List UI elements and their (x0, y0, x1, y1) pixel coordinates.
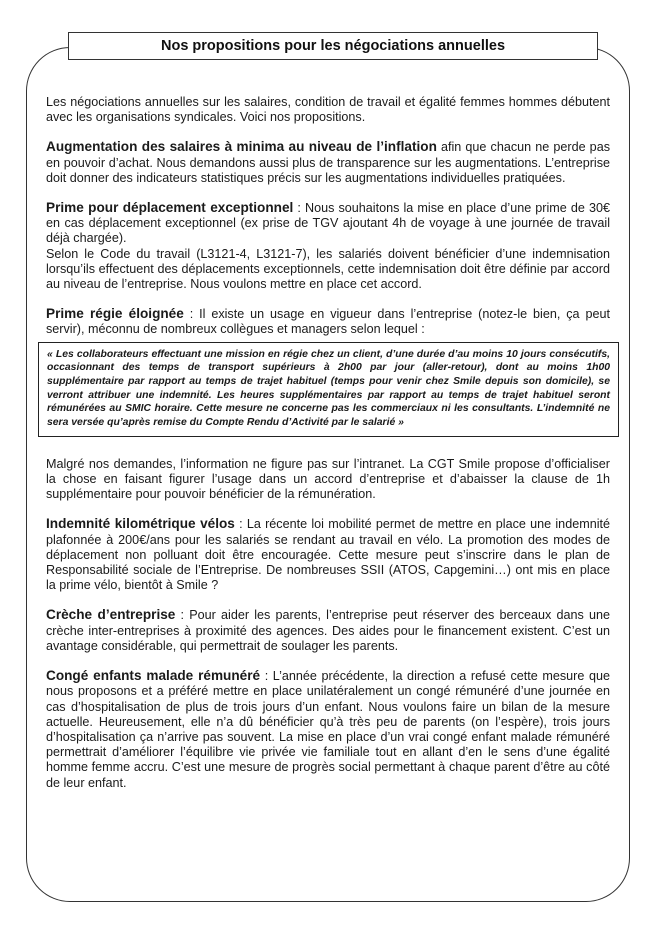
section-velo (46, 516, 610, 593)
section-text: : L’année précédente, la direction a refusé cette mesure que nous proposons et a préféré mettre en place unilatéralement un congé rémunéré d’une journée en cas d’hospitalisation de plus de trois jours d’un enfant. Nous voulons faire un bilan de la mesure actuelle. Heureusement, elle n’a dû bénéficier qu’à très peu de parents (on l’espère), trois jours d’hospitalisation ça n’arrive pas souvent. La mise en place d’un vrai congé enfant malade rémunéré permettrait d’améliorer l’équilibre vie privée vie familiale tout en allant d’en le sens d’une égalité homme femme accru. C’est une mesure de progrès social permettant à chaque parent d’être au côté de leur enfant. (46, 669, 611, 790)
document-body (46, 95, 610, 805)
section-heading: Indemnité kilométrique vélos (46, 516, 235, 532)
section-deplacement (46, 200, 610, 292)
section-creche (46, 607, 610, 654)
page-title: Nos propositions pour les négociations annuelles (68, 32, 598, 60)
intro-paragraph: Les négociations annuelles sur les salaires, condition de travail et égalité femmes hommes débutent avec les organisations syndicales. Voici nos propositions. (46, 95, 610, 125)
section-text: : La récente loi mobilité permet de mettre en place une indemnité plafonnée à 200€/ans pour les salariés se rendant au travail en vélo. La promotion des modes de déplacement non polluant doit être encouragée. Cette mesure peut s’inscrire dans le plan de Responsabilité sociale de l’Entreprise. De nombreuses SSII (ATOS, Capgemini…) ont mis en place la prime vélo, bientôt à Smile ? (46, 517, 610, 593)
section-heading: Prime pour déplacement exceptionnel (46, 200, 294, 216)
section-text: afin que chacun ne perde pas en pouvoir d’achat. Nous demandons aussi plus de transparence sur les augmentations. L’entreprise doit donner des indicateurs statistiques précis sur les augmentations individuelles pratiquées. (46, 140, 610, 185)
section-heading: Prime régie éloignée (46, 306, 184, 322)
section-text: : Il existe un usage en vigueur dans l’entreprise (notez-le bien, ça peut servir), méconnu de nombreux collègues et managers selon lequel : (46, 307, 610, 337)
section-regie-followup: Malgré nos demandes, l’information ne figure pas sur l’intranet. La CGT Smile propose d’officialiser la chose en faisant figurer l’usage dans un accord d’entreprise et d’abaisser la clause de 1h supplémentaire pour pouvoir bénéficier de la rémunération. (46, 456, 610, 502)
section-text: : Nous souhaitons la mise en place d’une prime de 30€ en cas déplacement exceptionnel (ex prise de TGV ajoutant 4h de voyage à une journée de travail déjà chargée). (46, 201, 611, 246)
section-heading: Augmentation des salaires à minima au niveau de l’inflation (46, 139, 437, 155)
section-text: Selon le Code du travail (L3121-4, L3121-7), les salariés doivent bénéficier d’une indemnisation lorsqu’ils effectuent des déplacements exceptionnels, cette indemnisation doit être définie par accord au niveau de l’entreprise. Nous voulons mettre en place cet accord. (46, 246, 610, 292)
section-heading: Crèche d’entreprise (46, 607, 176, 623)
section-regie (46, 306, 610, 337)
usage-quote-box: « Les collaborateurs effectuant une mission en régie chez un client, d’une durée d’au moins 10 jours consécutifs, occasionnant des temps de transport supérieurs à 2h00 par jour (aller-retour), dont au moins 1h00 supplémentaire par rapport au temps de trajet habituel (temps pour venir chez Smile depuis son domicile), se verront attribuer une indemnité. Les heures supplémentaires par rapport au temps de trajet habituel seront rémunérées au SMIC horaire. Cette mesure ne concerne pas les commerciaux ni les consultants. L’indemnité ne sera versée qu’après remise du Compte Rendu d’Activité par le salarié » (38, 342, 619, 437)
section-text: : Pour aider les parents, l’entreprise peut réserver des berceaux dans une crèche inter-entreprises à proximité des agences. Des aides pour le financement existent. C’est un avantage considérable, qui permettrait de soulager les parents. (46, 608, 610, 653)
section-salaires (46, 139, 610, 186)
section-conge (46, 668, 610, 791)
section-heading: Congé enfants malade rémunéré (46, 668, 261, 684)
